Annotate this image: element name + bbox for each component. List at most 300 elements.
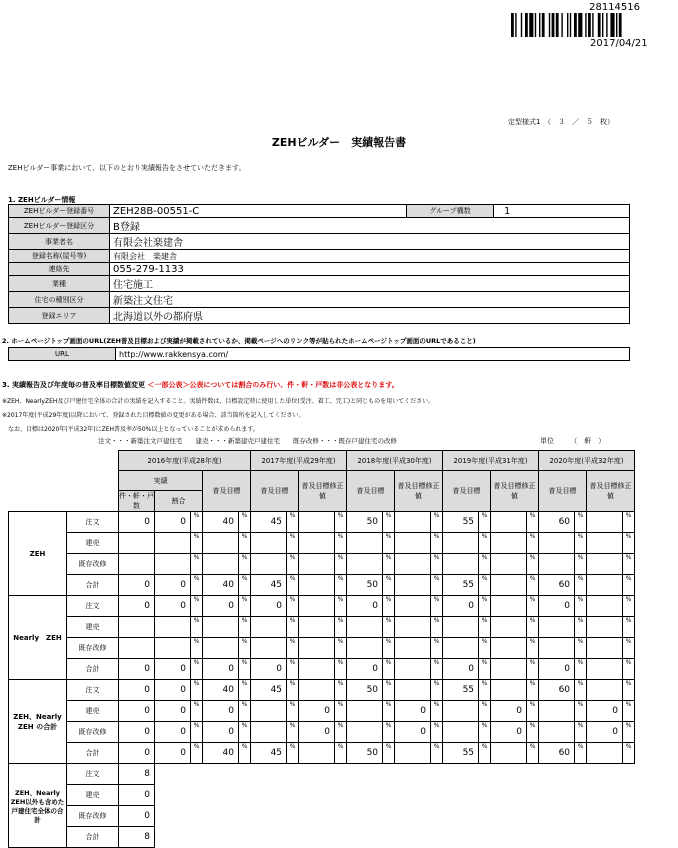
- group-name: ZEH、Nearly ZEH の合計: [9, 680, 67, 764]
- pct-sign: %: [287, 638, 299, 659]
- row-kind: 建売: [67, 533, 119, 554]
- target-cell: 50: [347, 575, 383, 596]
- pct-sign: %: [527, 512, 539, 533]
- document-id: 28114516: [589, 2, 640, 13]
- pct-sign: %: [239, 638, 251, 659]
- form-label: 定型様式1 （ ３ ／ ５ 枚）: [508, 118, 614, 126]
- table-row: [9, 722, 635, 743]
- pct-sign: %: [431, 659, 443, 680]
- target-cell: [347, 638, 383, 659]
- barcode-bar: [598, 13, 601, 37]
- count-cell: 0: [119, 596, 155, 617]
- target-cell: [251, 638, 287, 659]
- header-row-years: [9, 451, 635, 471]
- table-row: [9, 659, 635, 680]
- pct-sign: %: [287, 533, 299, 554]
- pct-sign: %: [623, 680, 635, 701]
- corner-cell: [9, 451, 119, 471]
- pct-sign: %: [479, 743, 491, 764]
- pct-sign: %: [383, 575, 395, 596]
- revised-cell: [395, 554, 431, 575]
- group-name: ZEH、Nearly ZEH以外も含めた戸建住宅全体の合計: [9, 764, 67, 848]
- target-cell: [347, 533, 383, 554]
- info-label: 登録エリア: [9, 308, 110, 324]
- count-cell: 0: [119, 722, 155, 743]
- target-cell: [251, 533, 287, 554]
- target-cell: 50: [347, 743, 383, 764]
- pct-sign: %: [287, 722, 299, 743]
- info-value: 有限会社楽建舎: [110, 234, 630, 250]
- target-cell: 0: [347, 596, 383, 617]
- barcode-bar: [588, 13, 591, 37]
- target-cell: [443, 533, 479, 554]
- pct-sign: %: [335, 554, 347, 575]
- barcode-bar: [515, 13, 516, 37]
- revised-cell: [491, 617, 527, 638]
- ratio-cell: 0: [155, 722, 191, 743]
- barcode-bar: [542, 13, 545, 37]
- revised-cell: [491, 533, 527, 554]
- group-label: グループ構数: [407, 205, 494, 218]
- pct-sign: %: [575, 701, 587, 722]
- pct-sign: %: [239, 680, 251, 701]
- pct-sign: %: [431, 533, 443, 554]
- target-cell: 60: [539, 680, 575, 701]
- pct-sign: %: [191, 617, 203, 638]
- unit-label: [540, 436, 605, 446]
- revised-cell: [299, 575, 335, 596]
- pct-sign: %: [527, 743, 539, 764]
- pct-sign: %: [431, 743, 443, 764]
- info-value: 055-279-1133: [110, 263, 630, 276]
- count-cell: [119, 533, 155, 554]
- target-cell: [443, 701, 479, 722]
- total-count-cell: 0: [119, 785, 155, 806]
- corner-cell: [9, 471, 119, 491]
- pct-sign: %: [623, 638, 635, 659]
- pct-sign: %: [623, 722, 635, 743]
- section3-heading-text: 3. 実績報告及び年度毎の普及率目標数値変更: [2, 381, 145, 389]
- target-cell: 0: [443, 659, 479, 680]
- table-row: [9, 764, 635, 785]
- pct-sign: %: [191, 512, 203, 533]
- revised-cell: [587, 659, 623, 680]
- info-value: 有限会社 楽建舎: [110, 250, 630, 263]
- target-cell: [443, 638, 479, 659]
- row-kind: 既存改修: [67, 638, 119, 659]
- table-row: [9, 701, 635, 722]
- pct-sign: %: [575, 680, 587, 701]
- revised-cell: [299, 743, 335, 764]
- pct-sign: %: [383, 596, 395, 617]
- pct-sign: %: [335, 701, 347, 722]
- target-cell: 0: [347, 659, 383, 680]
- pct-sign: %: [623, 554, 635, 575]
- target-cell: [443, 722, 479, 743]
- target-cell: 45: [251, 743, 287, 764]
- revised-cell: [299, 554, 335, 575]
- revised-cell: 0: [587, 722, 623, 743]
- pct-sign: %: [431, 512, 443, 533]
- pct-sign: %: [431, 701, 443, 722]
- target-header: 普及目標: [203, 471, 251, 512]
- row-kind: 建売: [67, 701, 119, 722]
- info-label: 連絡先: [9, 263, 110, 276]
- revised-cell: [395, 575, 431, 596]
- pct-sign: %: [335, 680, 347, 701]
- target-header: 普及目標: [251, 471, 299, 512]
- pct-sign: %: [191, 680, 203, 701]
- target-cell: [347, 617, 383, 638]
- pct-sign: %: [623, 659, 635, 680]
- revised-cell: [587, 743, 623, 764]
- ratio-header: 割合: [155, 491, 203, 512]
- pct-sign: %: [287, 554, 299, 575]
- group-name: Nearly ZEH: [9, 596, 67, 680]
- pct-sign: %: [479, 638, 491, 659]
- pct-sign: %: [575, 638, 587, 659]
- intro-text: ZEHビルダー事業において、以下のとおり実績報告をさせていただきます。: [8, 164, 246, 172]
- pct-sign: %: [287, 701, 299, 722]
- pct-sign: %: [191, 701, 203, 722]
- target-cell: [203, 554, 239, 575]
- barcode-bar: [556, 13, 559, 37]
- pct-sign: %: [623, 533, 635, 554]
- pct-sign: %: [191, 575, 203, 596]
- target-header: 普及目標: [347, 471, 395, 512]
- barcode-bar: [570, 13, 571, 37]
- revised-cell: [587, 680, 623, 701]
- row-kind: 合計: [67, 743, 119, 764]
- pct-sign: %: [239, 617, 251, 638]
- revised-cell: [491, 596, 527, 617]
- revised-cell: [491, 575, 527, 596]
- barcode-bar: [525, 13, 528, 37]
- pct-sign: %: [527, 617, 539, 638]
- target-cell: 0: [203, 701, 239, 722]
- pct-sign: %: [383, 701, 395, 722]
- revised-cell: [587, 554, 623, 575]
- year-header: 2020年度(平成32年度): [539, 451, 635, 471]
- note-2: ※2017年度(平成29年度)以降において、登録された目標数値の変更がある場合、該当箇所を記入してください。: [2, 412, 305, 419]
- pct-sign: %: [527, 638, 539, 659]
- row-kind: 既存改修: [67, 806, 119, 827]
- target-cell: 0: [539, 659, 575, 680]
- pct-sign: %: [431, 722, 443, 743]
- revised-cell: [491, 554, 527, 575]
- pct-sign: %: [623, 617, 635, 638]
- target-cell: 50: [347, 512, 383, 533]
- pct-sign: %: [383, 554, 395, 575]
- target-cell: 55: [443, 680, 479, 701]
- row-kind: 既存改修: [67, 722, 119, 743]
- corner-cell: [9, 491, 119, 512]
- revised-cell: [395, 512, 431, 533]
- pct-sign: %: [191, 722, 203, 743]
- revised-cell: [587, 512, 623, 533]
- row-kind: 注文: [67, 512, 119, 533]
- revised-cell: 0: [395, 701, 431, 722]
- pct-sign: %: [239, 533, 251, 554]
- ratio-cell: [155, 617, 191, 638]
- count-cell: 0: [119, 701, 155, 722]
- revised-cell: 0: [299, 722, 335, 743]
- pct-sign: %: [527, 596, 539, 617]
- barcode-bar: [521, 13, 522, 37]
- target-cell: 50: [347, 680, 383, 701]
- revised-cell: [395, 638, 431, 659]
- table-row: [9, 596, 635, 617]
- info-value: ZEH28B-00551-C: [110, 205, 407, 218]
- group-name: ZEH: [9, 512, 67, 596]
- target-cell: 60: [539, 743, 575, 764]
- revised-header: 普及目標修正値: [587, 471, 635, 512]
- info-label: 事業者名: [9, 234, 110, 250]
- target-cell: [539, 533, 575, 554]
- pct-sign: %: [335, 722, 347, 743]
- pct-sign: %: [623, 575, 635, 596]
- pct-sign: %: [191, 659, 203, 680]
- barcode-bar: [578, 13, 582, 37]
- revised-cell: [587, 617, 623, 638]
- pct-sign: %: [383, 617, 395, 638]
- total-count-cell: 0: [119, 806, 155, 827]
- pct-sign: %: [623, 743, 635, 764]
- pct-sign: %: [335, 533, 347, 554]
- revised-cell: [587, 596, 623, 617]
- ratio-cell: 0: [155, 512, 191, 533]
- year-header: 2018年度(平成30年度): [347, 451, 443, 471]
- barcode-bar: [610, 13, 614, 37]
- info-label: 業種: [9, 276, 110, 292]
- row-kind: 合計: [67, 827, 119, 848]
- target-cell: 0: [251, 596, 287, 617]
- target-cell: 55: [443, 575, 479, 596]
- group-value: 1: [494, 205, 630, 218]
- revised-cell: 0: [299, 701, 335, 722]
- pct-sign: %: [239, 596, 251, 617]
- section2-heading: 2. ホームページトップ画面のURL(ZEH普及目標および実績が掲載されているか、掲載ページへのリンク等が貼られたホームページトップ画面のURLであること): [2, 337, 476, 345]
- pct-sign: %: [239, 575, 251, 596]
- info-label: ZEHビルダー登録番号: [9, 205, 110, 218]
- pct-sign: %: [623, 701, 635, 722]
- revised-cell: [587, 533, 623, 554]
- pct-sign: %: [575, 533, 587, 554]
- revised-cell: [491, 659, 527, 680]
- table-row: [9, 533, 635, 554]
- barcode-bar: [511, 13, 514, 37]
- info-value: 住宅施工: [110, 276, 630, 292]
- row-kind: 建売: [67, 617, 119, 638]
- target-cell: [203, 638, 239, 659]
- pct-sign: %: [431, 596, 443, 617]
- target-cell: 40: [203, 512, 239, 533]
- pct-sign: %: [575, 743, 587, 764]
- pct-sign: %: [527, 680, 539, 701]
- pct-sign: %: [527, 533, 539, 554]
- pct-sign: %: [383, 638, 395, 659]
- target-cell: [347, 701, 383, 722]
- pct-sign: %: [287, 743, 299, 764]
- row-kind: 注文: [67, 596, 119, 617]
- revised-cell: [299, 533, 335, 554]
- total-count-cell: 8: [119, 827, 155, 848]
- ratio-cell: 0: [155, 701, 191, 722]
- target-cell: [539, 554, 575, 575]
- builder-info-table: [8, 204, 630, 324]
- pct-sign: %: [527, 659, 539, 680]
- year-header: 2017年度(平成29年度): [251, 451, 347, 471]
- row-kind: 既存改修: [67, 554, 119, 575]
- barcode-bar: [549, 13, 550, 37]
- year-header: 2019年度(平成31年度): [443, 451, 539, 471]
- revised-cell: [491, 512, 527, 533]
- count-cell: 0: [119, 659, 155, 680]
- pct-sign: %: [575, 617, 587, 638]
- table-row: [9, 827, 635, 848]
- note-3: なお、目標は2020年(平成32年)にZEH普及率が50%以上となっていることが求められます。: [2, 426, 259, 433]
- target-cell: [347, 554, 383, 575]
- target-cell: 0: [203, 596, 239, 617]
- pct-sign: %: [239, 701, 251, 722]
- results-table: [8, 450, 635, 848]
- count-cell: [119, 617, 155, 638]
- target-cell: [443, 554, 479, 575]
- barcode-bar: [619, 13, 622, 37]
- pct-sign: %: [287, 596, 299, 617]
- table-row: [9, 680, 635, 701]
- target-cell: [251, 722, 287, 743]
- revised-header: 普及目標修正値: [299, 471, 347, 512]
- info-value: 新築注文住宅: [110, 292, 630, 308]
- revised-header: 普及目標修正値: [491, 471, 539, 512]
- target-cell: 45: [251, 575, 287, 596]
- ratio-cell: 0: [155, 680, 191, 701]
- unit-value: （ 軒 ）: [570, 437, 606, 445]
- revised-cell: [491, 743, 527, 764]
- revised-cell: 0: [395, 722, 431, 743]
- pct-sign: %: [239, 743, 251, 764]
- note-1: ※ZEH、NearlyZEH及び戸建住宅全体の合計の実績を記入すること。実績件数は、目標設定時に使用した単位(受注、着工、完工)と同じものを用いてください。: [2, 398, 435, 405]
- pct-sign: %: [191, 743, 203, 764]
- target-cell: [347, 722, 383, 743]
- legend-text: 注文・・・新築注文戸建住宅 建売・・・新築建売戸建住宅 既存改修・・・既存戸建住宅の改修: [98, 437, 397, 445]
- revised-cell: [299, 617, 335, 638]
- pct-sign: %: [383, 512, 395, 533]
- count-cell: 0: [119, 680, 155, 701]
- target-cell: [251, 617, 287, 638]
- actual-header: 実績: [119, 471, 203, 491]
- row-kind: 建売: [67, 785, 119, 806]
- pct-sign: %: [383, 722, 395, 743]
- table-row: [9, 617, 635, 638]
- pct-sign: %: [287, 680, 299, 701]
- pct-sign: %: [479, 533, 491, 554]
- pct-sign: %: [575, 659, 587, 680]
- target-cell: [251, 554, 287, 575]
- target-cell: 55: [443, 512, 479, 533]
- pct-sign: %: [335, 638, 347, 659]
- barcode: [511, 13, 661, 37]
- target-cell: 40: [203, 680, 239, 701]
- barcode-bar: [561, 13, 562, 37]
- url-value: http://www.rakkensya.com/: [116, 348, 630, 361]
- barcode-bar: [602, 13, 603, 37]
- barcode-bar: [529, 13, 533, 37]
- revised-header: 普及目標修正値: [395, 471, 443, 512]
- target-cell: [539, 617, 575, 638]
- target-header: 普及目標: [539, 471, 587, 512]
- info-value: 北海道以外の都府県: [110, 308, 630, 324]
- pct-sign: %: [623, 512, 635, 533]
- target-cell: [203, 533, 239, 554]
- pct-sign: %: [479, 575, 491, 596]
- pct-sign: %: [479, 680, 491, 701]
- pct-sign: %: [479, 659, 491, 680]
- revised-cell: [395, 596, 431, 617]
- revised-cell: [395, 743, 431, 764]
- row-kind: 合計: [67, 575, 119, 596]
- pct-sign: %: [383, 680, 395, 701]
- revised-cell: [395, 680, 431, 701]
- revised-cell: [395, 617, 431, 638]
- target-cell: 55: [443, 743, 479, 764]
- pct-sign: %: [383, 743, 395, 764]
- pct-sign: %: [479, 512, 491, 533]
- pct-sign: %: [575, 722, 587, 743]
- pct-sign: %: [431, 617, 443, 638]
- pct-sign: %: [239, 659, 251, 680]
- pct-sign: %: [575, 512, 587, 533]
- count-cell: [119, 554, 155, 575]
- count-cell: 0: [119, 512, 155, 533]
- barcode-bar: [574, 13, 577, 37]
- barcode-bar: [592, 13, 593, 37]
- target-cell: 0: [203, 659, 239, 680]
- revised-cell: 0: [491, 722, 527, 743]
- pct-sign: %: [335, 575, 347, 596]
- table-row: [9, 743, 635, 764]
- pct-sign: %: [527, 575, 539, 596]
- info-label: 登録名称(屋号等): [9, 250, 110, 263]
- pct-sign: %: [383, 659, 395, 680]
- pct-sign: %: [287, 659, 299, 680]
- pct-sign: %: [239, 512, 251, 533]
- revised-cell: [299, 512, 335, 533]
- barcode-bar: [585, 13, 586, 37]
- pct-sign: %: [431, 575, 443, 596]
- pct-sign: %: [431, 680, 443, 701]
- table-row: [9, 554, 635, 575]
- section1-heading: 1. ZEHビルダー情報: [8, 196, 76, 204]
- target-cell: 0: [203, 722, 239, 743]
- page-title: ZEHビルダー 実績報告書: [271, 136, 407, 149]
- row-kind: 合計: [67, 659, 119, 680]
- target-cell: [539, 701, 575, 722]
- pct-sign: %: [191, 596, 203, 617]
- barcode-bar: [539, 13, 540, 37]
- pct-sign: %: [575, 575, 587, 596]
- info-label: 住宅の種別区分: [9, 292, 110, 308]
- revised-cell: 0: [587, 701, 623, 722]
- pct-sign: %: [335, 512, 347, 533]
- ratio-cell: [155, 533, 191, 554]
- section3-heading: [2, 380, 399, 390]
- pct-sign: %: [527, 554, 539, 575]
- year-header: 2016年度(平成28年度): [119, 451, 251, 471]
- revised-cell: [587, 638, 623, 659]
- pct-sign: %: [239, 554, 251, 575]
